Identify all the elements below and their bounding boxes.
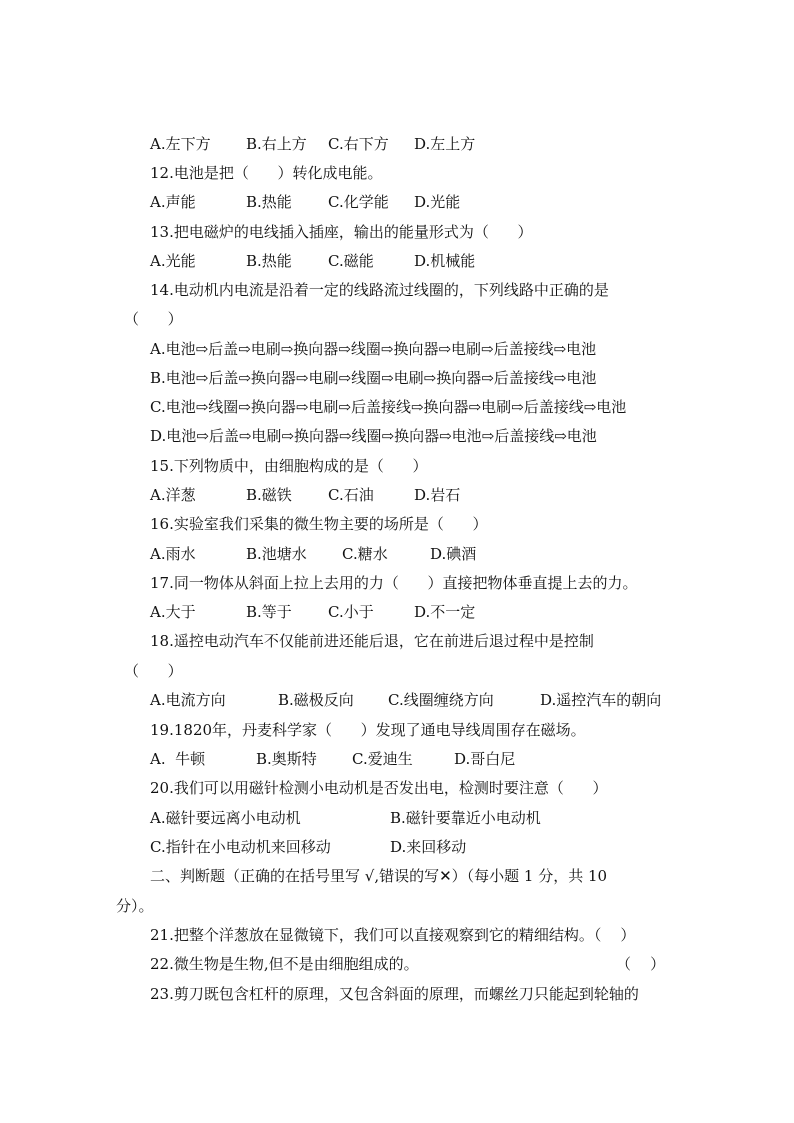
option-a: A.声能 xyxy=(150,193,196,211)
option-c: C.磁能 xyxy=(328,252,374,270)
option-d: D.来回移动 xyxy=(390,838,467,856)
option-d: D.左上方 xyxy=(414,135,476,153)
q14-option-c: C.电池⇨线圈⇨换向器⇨电刷⇨后盖接线⇨换向器⇨电刷⇨后盖接线⇨电池 xyxy=(150,398,627,416)
option-c: C.爱迪生 xyxy=(352,750,413,768)
question-14: 14.电动机内电流是沿着一定的线路流过线圈的，下列线路中正确的是 xyxy=(150,281,609,299)
option-a: A.洋葱 xyxy=(150,486,196,504)
option-a: A.雨水 xyxy=(150,545,196,563)
option-c: C.石油 xyxy=(328,486,374,504)
option-a: A.左下方 xyxy=(150,135,211,153)
option-c: C.指针在小电动机来回移动 xyxy=(150,838,331,856)
option-a: A.大于 xyxy=(150,603,196,621)
option-c: C.右下方 xyxy=(328,135,389,153)
question-13: 13.把电磁炉的电线插入插座，输出的能量形式为（ ） xyxy=(150,223,533,241)
option-b: B.等于 xyxy=(246,603,292,621)
question-15: 15.下列物质中，由细胞构成的是（ ） xyxy=(150,457,428,475)
q14-option-b: B.电池⇨后盖⇨换向器⇨电刷⇨线圈⇨电刷⇨换向器⇨后盖接线⇨电池 xyxy=(150,369,597,387)
option-a: A. 牛顿 xyxy=(150,750,206,768)
question-18-bracket: （ ） xyxy=(124,662,183,680)
option-b: B.磁铁 xyxy=(246,486,292,504)
question-18: 18.遥控电动汽车不仅能前进还能后退，它在前进后退过程中是控制 xyxy=(150,632,594,650)
option-c: C.小于 xyxy=(328,603,374,621)
option-c: C.化学能 xyxy=(328,193,389,211)
section-2-heading: 二、判断题（正确的在括号里写 √,错误的写✕）（每小题 1 分，共 10 xyxy=(150,867,608,885)
question-20: 20.我们可以用磁针检测小电动机是否发出电，检测时要注意（ ） xyxy=(150,779,608,797)
question-19: 19.1820年，丹麦科学家（ ）发现了通电导线周围存在磁场。 xyxy=(150,721,586,739)
option-d: D.不一定 xyxy=(414,603,476,621)
option-d: D.岩石 xyxy=(414,486,461,504)
option-a: A.光能 xyxy=(150,252,196,270)
option-c: C.线圈缠绕方向 xyxy=(388,691,494,709)
section-2-heading-cont: 分）。 xyxy=(116,897,154,915)
q14-option-d: D.电池⇨后盖⇨电刷⇨换向器⇨线圈⇨换向器⇨电池⇨后盖接线⇨电池 xyxy=(150,427,597,445)
option-b: B.奥斯特 xyxy=(256,750,317,768)
question-22: 22.微生物是生物,但不是由细胞组成的。 xyxy=(150,955,419,973)
question-14-bracket: （ ） xyxy=(124,310,183,328)
option-b: B.右上方 xyxy=(246,135,307,153)
option-b: B.池塘水 xyxy=(246,545,307,563)
question-16: 16.实验室我们采集的微生物主要的场所是（ ） xyxy=(150,515,488,533)
option-a: A.磁针要远离小电动机 xyxy=(150,809,301,827)
option-b: B.磁针要靠近小电动机 xyxy=(390,809,541,827)
option-d: D.哥白尼 xyxy=(454,750,516,768)
question-22-bracket: （ ） xyxy=(616,955,666,973)
question-17: 17.同一物体从斜面上拉上去用的力（ ）直接把物体垂直提上去的力。 xyxy=(150,574,638,592)
option-b: B.热能 xyxy=(246,193,292,211)
question-12: 12.电池是把（ ）转化成电能。 xyxy=(150,164,383,182)
option-d: D.机械能 xyxy=(414,252,476,270)
option-d: D.碘酒 xyxy=(430,545,477,563)
option-d: D.光能 xyxy=(414,193,461,211)
option-c: C.糖水 xyxy=(342,545,388,563)
question-23: 23.剪刀既包含杠杆的原理，又包含斜面的原理，而螺丝刀只能起到轮轴的 xyxy=(150,985,639,1003)
question-21: 21.把整个洋葱放在显微镜下，我们可以直接观察到它的精细结构。（ ） xyxy=(150,926,636,944)
q14-option-a: A.电池⇨后盖⇨电刷⇨换向器⇨线圈⇨换向器⇨电刷⇨后盖接线⇨电池 xyxy=(150,340,597,358)
option-d: D.遥控汽车的朝向 xyxy=(540,691,662,709)
option-a: A.电流方向 xyxy=(150,691,226,709)
option-b: B.热能 xyxy=(246,252,292,270)
option-b: B.磁极反向 xyxy=(278,691,354,709)
